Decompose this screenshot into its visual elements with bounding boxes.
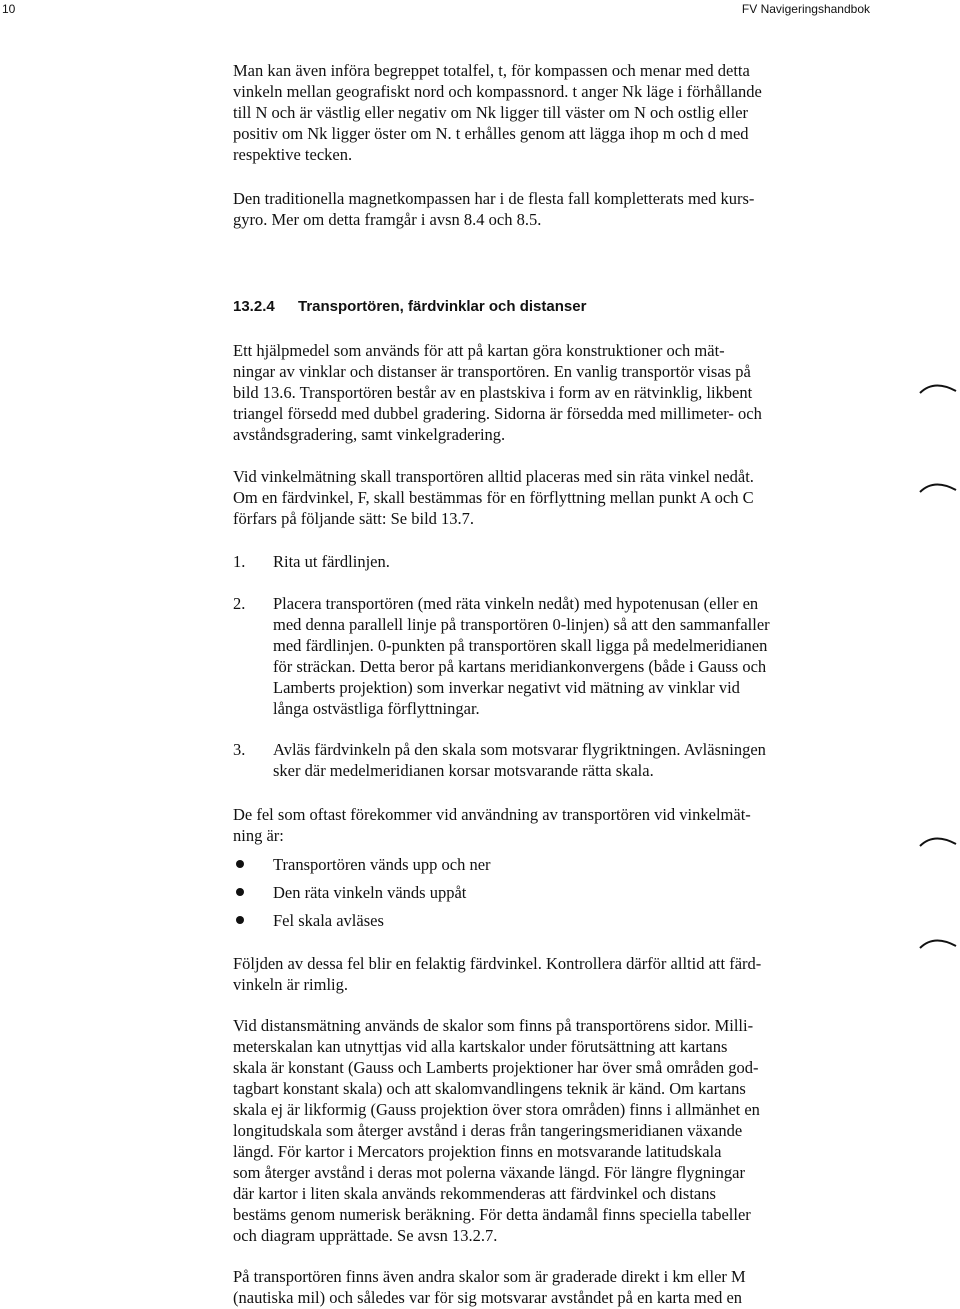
body-paragraph-b xyxy=(233,466,883,529)
section-title: Transportören, färdvinklar och distanser xyxy=(298,298,587,315)
page-number: 10 xyxy=(2,2,16,16)
text-line: Om en färdvinkel, F, skall bestämmas för en förflyttning mellan punkt A och C xyxy=(233,488,754,507)
text-line: Man kan även införa begreppet totalfel, t, för kompassen och menar med detta xyxy=(233,61,750,80)
text-line: Lamberts projektion) som inverkar negativt vid mätning av vinklar vid xyxy=(273,678,740,697)
text-line: Rita ut färdlinjen. xyxy=(273,552,390,571)
text-line: längd. För kartor i Mercators projektion finns en motsvarande latitudskala xyxy=(233,1142,722,1161)
step-number: 1. xyxy=(233,552,246,571)
text-line: bestäms genom numerisk beräkning. För detta ändamål finns speciella tabeller xyxy=(233,1205,751,1224)
text-line: skala är konstant (Gauss och Lamberts projektioner har över små områden god- xyxy=(233,1058,759,1077)
body-paragraph-a xyxy=(233,340,883,445)
text-line: vinkeln är rimlig. xyxy=(233,975,349,994)
text-line: respektive tecken. xyxy=(233,145,353,164)
text-line: meterskalan kan utnyttjas vid alla kartskalor under förutsättning att kartans xyxy=(233,1037,728,1056)
text-line: och diagram upprättade. Se avsn 13.2.7. xyxy=(233,1226,498,1245)
margin-mark-icon xyxy=(918,932,958,950)
bullet-text: Den räta vinkeln vänds uppåt xyxy=(273,883,467,902)
margin-mark-icon xyxy=(918,476,958,494)
text-line: gyro. Mer om detta framgår i avsn 8.4 och 8.5. xyxy=(233,210,542,229)
text-line: Den traditionella magnetkompassen har i de flesta fall kompletterats med kurs- xyxy=(233,189,755,208)
text-line: skala ej är likformig (Gauss projektion över stora områden) finns i allmänhet en xyxy=(233,1100,760,1119)
running-title: FV Navigeringshandbok xyxy=(741,2,870,16)
step-number: 3. xyxy=(233,740,246,759)
text-line: Avläs färdvinkeln på den skala som motsvarar flygriktningen. Avläsningen xyxy=(273,740,766,759)
text-line: De fel som oftast förekommer vid användning av transportören vid vinkelmät- xyxy=(233,805,751,824)
text-line: med denna parallell linje på transportören 0-linjen) så att den sammanfaller xyxy=(273,615,770,634)
text-line: sker där medelmeridianen korsar motsvarande rätta skala. xyxy=(273,761,654,780)
text-line: för sträckan. Detta beror på kartans meridiankonvergens (både i Gauss och xyxy=(273,657,767,676)
intro-paragraph-2 xyxy=(233,188,883,230)
distance-paragraph xyxy=(233,1015,883,1246)
bullet-icon xyxy=(236,916,244,924)
text-line: longitudskala som återger avstånd i deras från tangeringsmeridianen växande xyxy=(233,1121,743,1140)
text-line: Ett hjälpmedel som används för att på kartan göra konstruktioner och mät- xyxy=(233,341,725,360)
consequence-paragraph xyxy=(233,953,883,995)
text-line: Placera transportören (med räta vinkeln nedåt) med hypotenusan (eller en xyxy=(273,594,759,613)
step-text xyxy=(273,551,893,572)
bullet-icon xyxy=(236,888,244,896)
bullet-text: Transportören vänds upp och ner xyxy=(273,855,491,874)
text-line: På transportören finns även andra skalor som är graderade direkt i km eller M xyxy=(233,1267,746,1286)
text-line: positiv om Nk ligger öster om N. t erhålles genom att lägga ihop m och d med xyxy=(233,124,749,143)
text-line: Vid distansmätning används de skalor som finns på transportörens sidor. Milli- xyxy=(233,1016,754,1035)
text-line: avståndsgradering, samt vinkelgradering. xyxy=(233,425,506,444)
text-line: långa ostvästliga förflyttningar. xyxy=(273,699,480,718)
step-number: 2. xyxy=(233,594,246,613)
section-number: 13.2.4 xyxy=(233,298,275,315)
text-line: förfars på följande sätt: Se bild 13.7. xyxy=(233,509,475,528)
margin-mark-icon xyxy=(918,377,958,395)
text-line: Följden av dessa fel blir en felaktig färdvinkel. Kontrollera därför alltid att färd- xyxy=(233,954,762,973)
text-line: vinkeln mellan geografiskt nord och kompassnord. t anger Nk läge i förhållande xyxy=(233,82,762,101)
intro-paragraph-1 xyxy=(233,60,883,165)
last-paragraph xyxy=(233,1266,883,1308)
margin-mark-icon xyxy=(918,830,958,848)
text-line: ningar av vinklar och distanser är transportören. En vanlig transportör visas på xyxy=(233,362,751,381)
text-line: där kartor i liten skala används rekommenderas att färdvinkel och distans xyxy=(233,1184,716,1203)
bullet-text: Fel skala avläses xyxy=(273,911,384,930)
text-line: ning är: xyxy=(233,826,284,845)
text-line: med färdlinjen. 0-punkten på transportören skall ligga på medelmeridianen xyxy=(273,636,768,655)
text-line: triangel försedd med dubbel gradering. Sidorna är försedda med millimeter- och xyxy=(233,404,762,423)
step-text xyxy=(273,593,893,719)
text-line: bild 13.6. Transportören består av en plastskiva i form av en rätvinklig, likbent xyxy=(233,383,753,402)
text-line: tagbart konstant skala) och att skalomvandlingens teknik är känd. Om kartans xyxy=(233,1079,746,1098)
bullet-icon xyxy=(236,860,244,868)
errors-intro xyxy=(233,804,883,846)
text-line: (nautiska mil) och således var för sig motsvarar avståndet på en karta med en xyxy=(233,1288,743,1307)
text-line: som återger avstånd i deras mot polerna växande längd. För längre flygningar xyxy=(233,1163,745,1182)
text-line: Vid vinkelmätning skall transportören alltid placeras med sin räta vinkel nedåt. xyxy=(233,467,754,486)
text-line: till N och är västlig eller negativ om Nk ligger till väster om N och ostlig eller xyxy=(233,103,749,122)
step-text xyxy=(273,739,893,781)
